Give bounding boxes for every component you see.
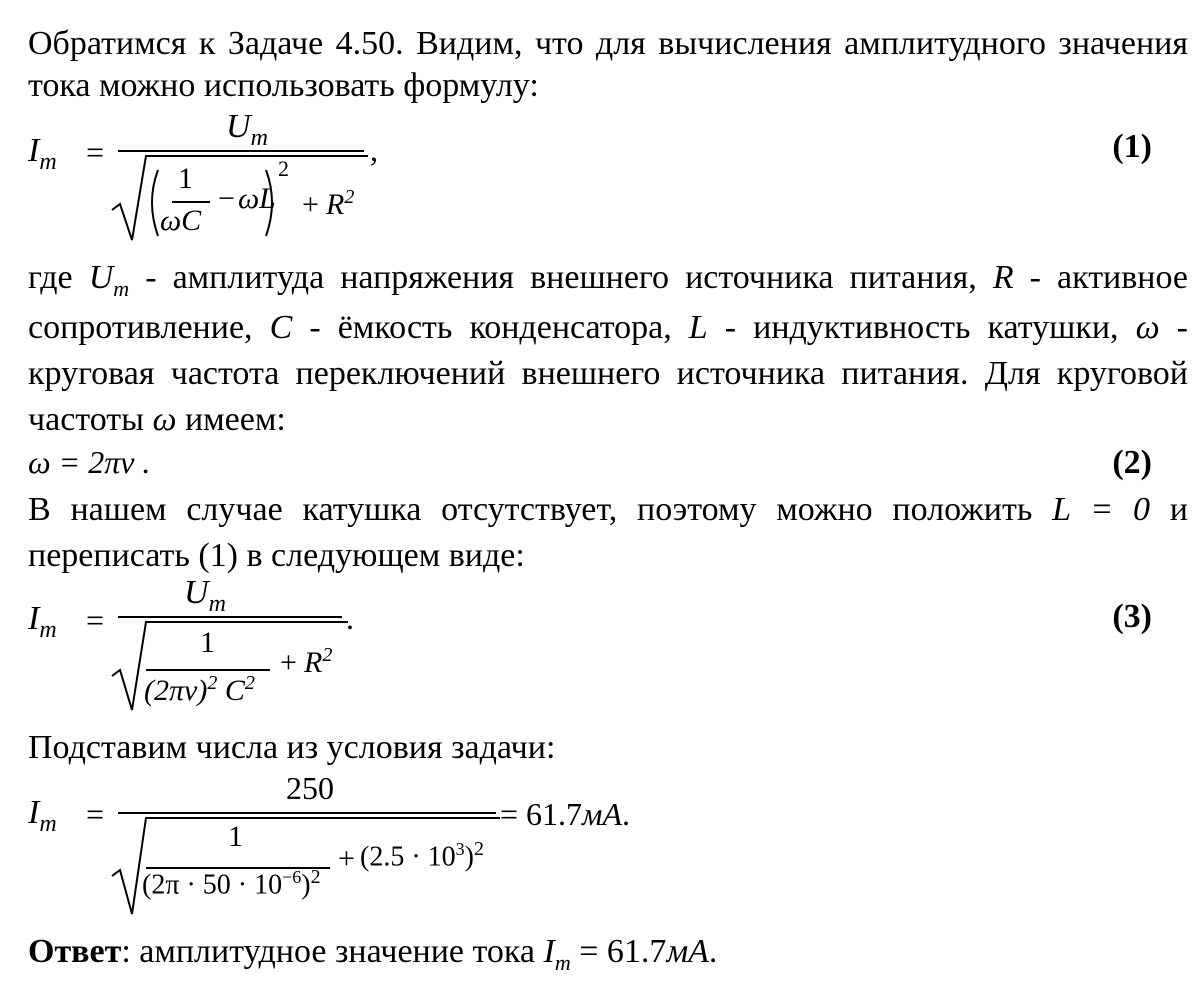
para3-line-1: В нашем случае катушка отсутствует, поэтому можно положить L = 0 и (28, 491, 1188, 528)
answer-label: Ответ (28, 933, 122, 970)
eq1-inner-numerator: 1 (178, 162, 193, 195)
eq3-dot: . (346, 600, 354, 636)
intro-line-1: Обратимся к Задаче 4.50. Видим, что для вычисления амплитудного значения (28, 25, 1188, 62)
equation-4 (28, 772, 1188, 922)
answer-line: Ответ: амплитудное значение тока $I_m = 61.7мА$. (28, 933, 718, 975)
eq4-equals: = (86, 796, 105, 832)
eq3-numerator: $U_m$ (184, 574, 226, 617)
eq3-R: $R^2$ (304, 644, 333, 679)
eq4-inner-denominator: $(2\pi \cdot 50 \cdot 10^{-6})^2$ (142, 866, 321, 901)
eq1-plus: + (302, 188, 319, 221)
eq2-formula: ω = 2πν . (28, 444, 151, 480)
eq1-comma: , (370, 132, 378, 168)
eq3-plus: + (280, 646, 297, 679)
eq1-omega-L: ωL (238, 182, 276, 215)
eq1-numerator: $U_m$ (226, 108, 268, 151)
eq1-equals: = (86, 134, 105, 170)
eq1-R: $R^2$ (326, 186, 355, 221)
eq3-inner-denominator: $(2\pi\nu)^2$ $C^2$ (144, 672, 255, 707)
eq4-term2: $(2.5 \cdot 10^3)^2$ (360, 838, 484, 873)
eq4-lhs: $I_m$ (28, 794, 57, 837)
eq3-lhs: $I_m$ (28, 600, 57, 643)
para2-line-2: сопротивление, C - ёмкость конденсатора, L - индуктивность катушки, ω - (28, 309, 1188, 346)
equation-1 (28, 108, 1188, 252)
eq1-minus: − (218, 182, 235, 215)
equation-3 (28, 574, 1188, 720)
eq1-inner-denominator: ωC (160, 204, 202, 237)
para2-line-3: круговая частота переключений внешнего источника питания. Для круговой (28, 355, 1188, 392)
eq1-exponent-2: 2 (278, 156, 289, 181)
eq4-inner-numerator: 1 (228, 820, 243, 853)
equation-2 (28, 444, 1188, 488)
eq3-equals: = (86, 602, 105, 638)
eq1-lhs: $I_m$ (28, 132, 57, 175)
intro-line-2: тока можно использовать формулу: (28, 67, 539, 104)
para2-line-4: частоты ω имеем: (28, 401, 286, 438)
eq4-plus: + (338, 842, 355, 875)
eq2-number: (2) (1112, 444, 1152, 481)
eq4-numerator: 250 (286, 770, 334, 806)
para4-line: Подставим числа из условия задачи: (28, 729, 556, 766)
eq3-number: (3) (1112, 598, 1152, 635)
eq4-result: = 61.7мА. (500, 796, 631, 832)
eq1-number: (1) (1112, 128, 1152, 165)
para3-line-2: переписать (1) в следующем виде: (28, 537, 525, 574)
eq3-inner-numerator: 1 (200, 626, 215, 659)
para2-line-1: где $U_m$ - амплитуда напряжения внешнего источника питания, R - активное (28, 259, 1189, 301)
